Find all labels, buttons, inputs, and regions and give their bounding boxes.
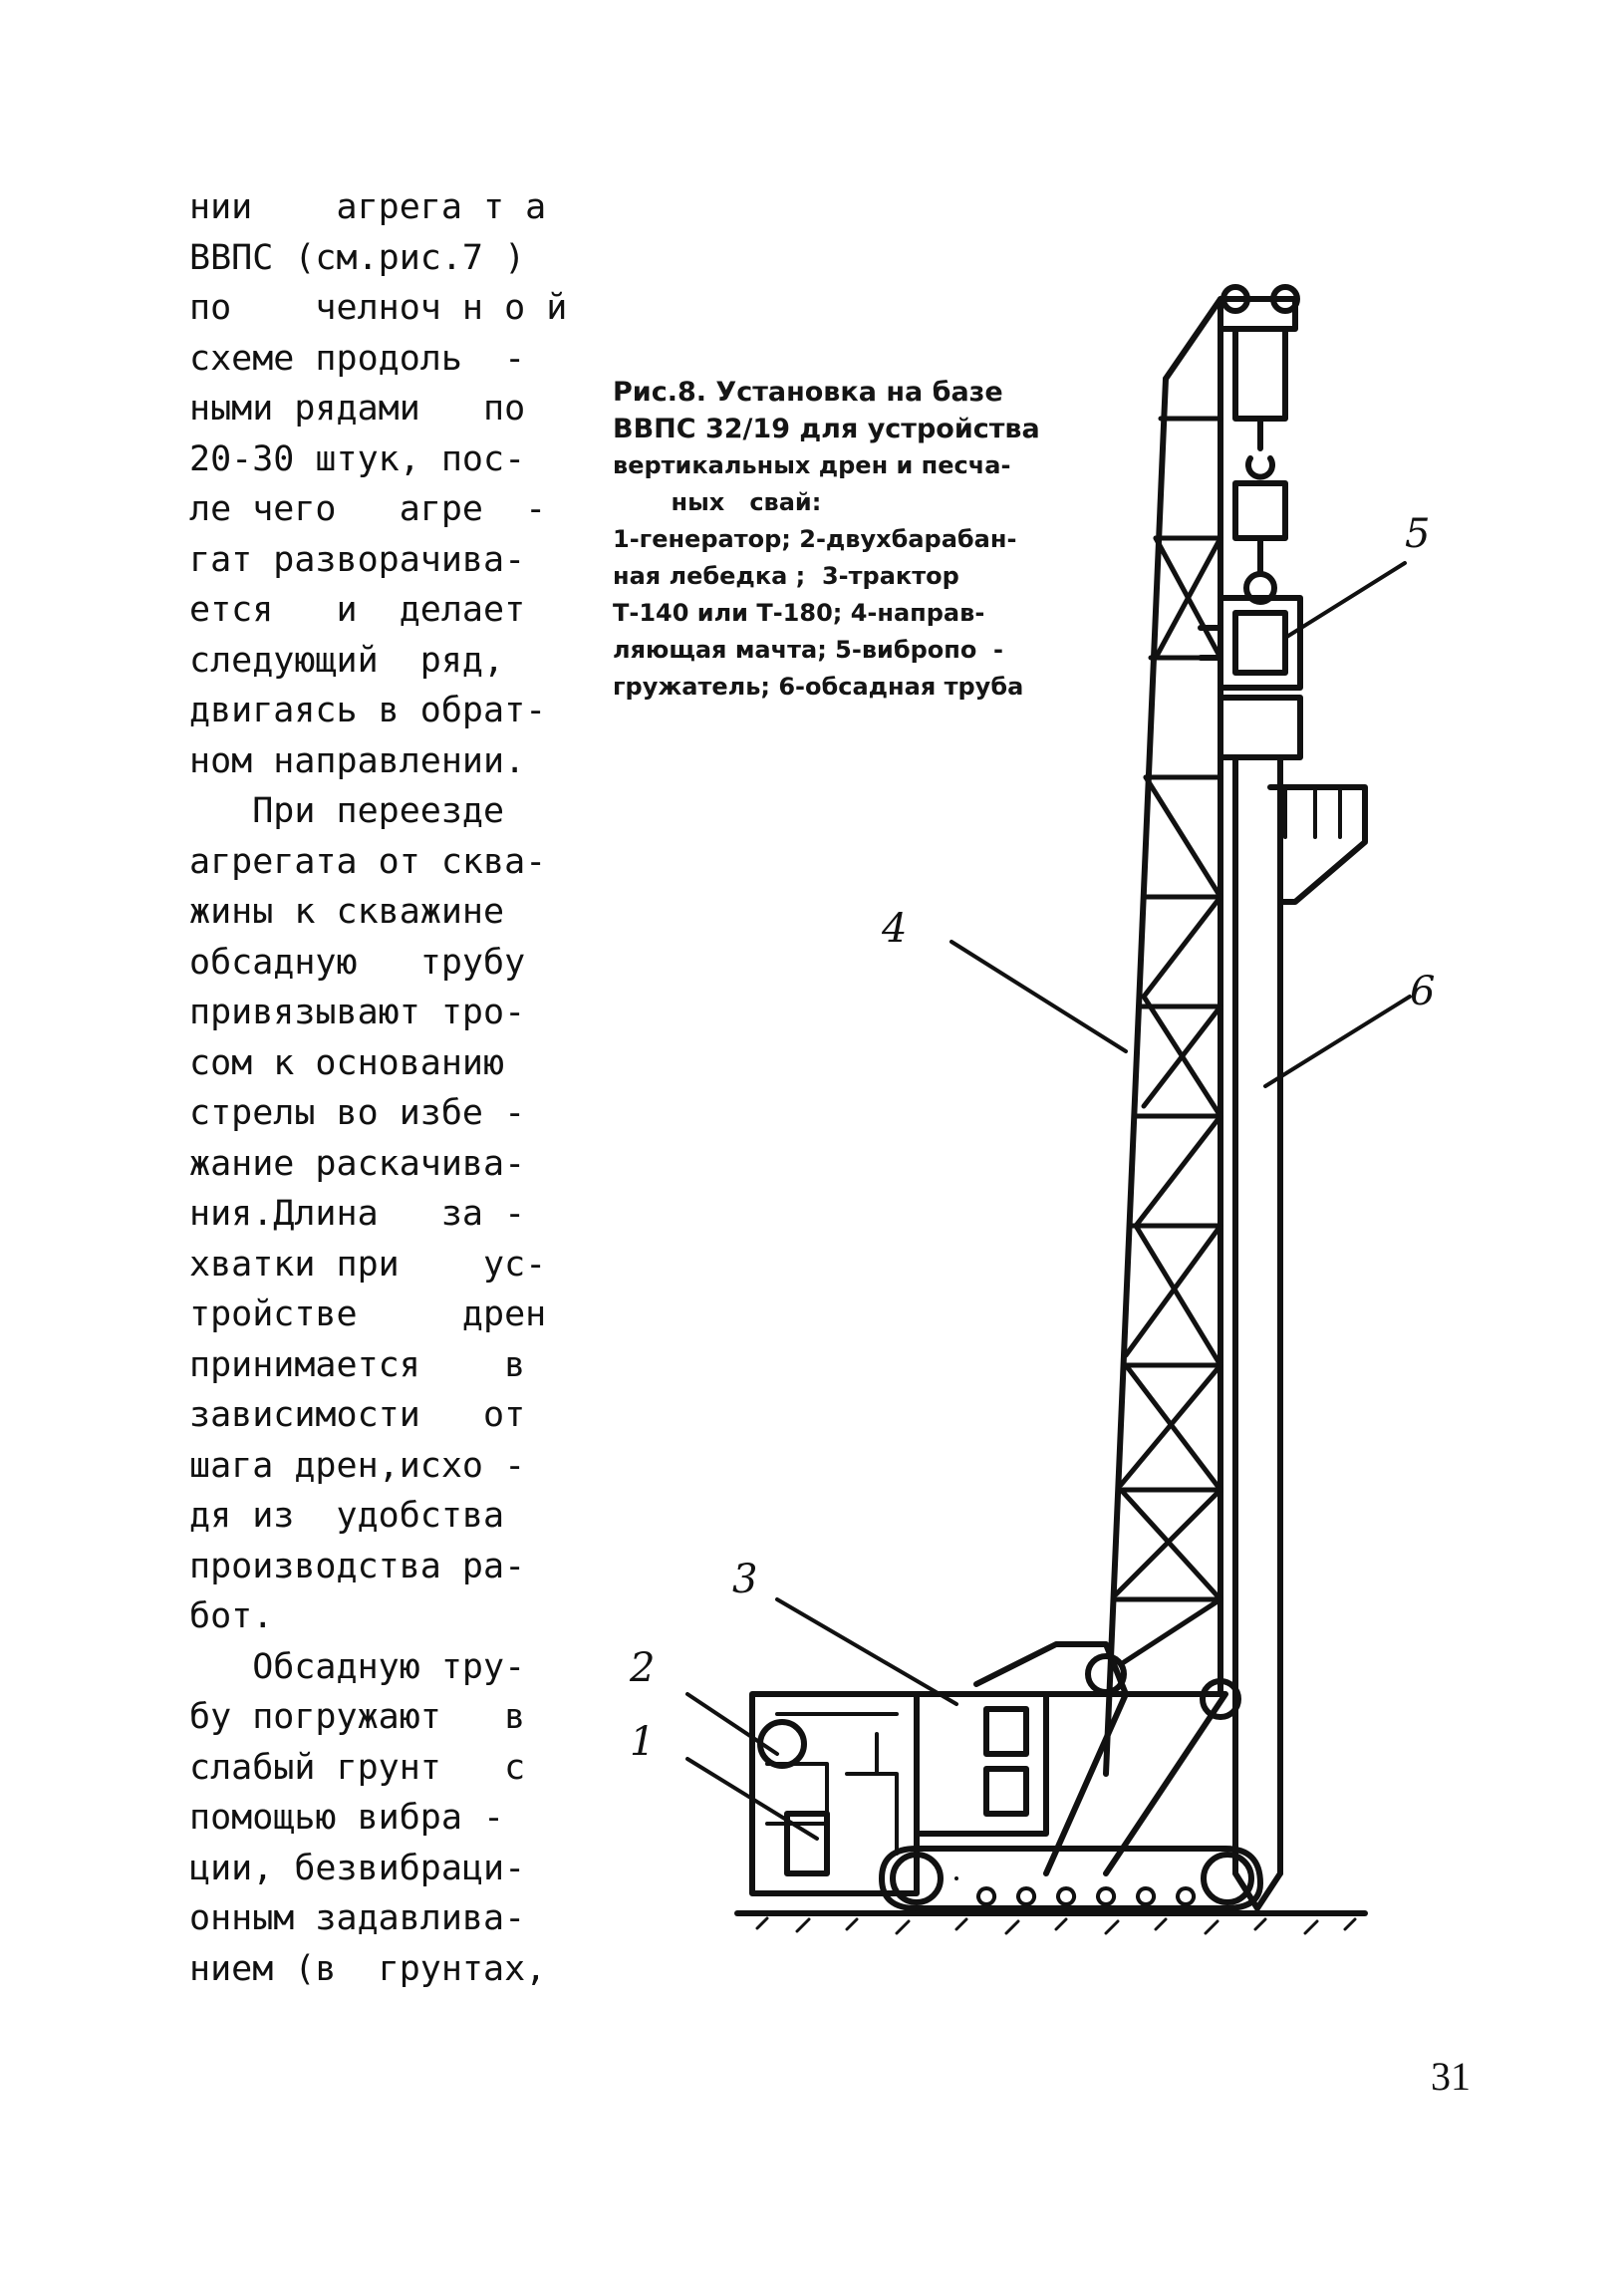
caption-line: гружатель; 6-обсадная труба (613, 673, 1024, 701)
body-text-line: бот. (189, 1596, 274, 1636)
body-text-line: Обсадную тру- (189, 1646, 526, 1687)
caption-line: ВВПС 32/19 для устройства (613, 414, 1040, 444)
body-text-line: ется и делает (189, 590, 526, 630)
hook (1248, 419, 1272, 477)
body-text-line: ными рядами по (189, 389, 526, 429)
callout-label-3: 3 (732, 1557, 758, 1602)
body-text-line: тройстве дрен (189, 1294, 547, 1334)
idler-wheel (1204, 1855, 1251, 1902)
body-text-line: принимается в (189, 1344, 526, 1385)
body-text-line: схеме продоль - (189, 338, 526, 379)
body-text-line: хватки при ус- (189, 1244, 547, 1285)
body-text-line: двигаясь в обрат- (189, 691, 547, 730)
caption-line: ляющая мачта; 5-вибропо - (613, 636, 1003, 664)
body-text-line: по челноч н о й (189, 288, 568, 328)
ground-hatch (757, 1918, 1355, 1933)
callout-label-5: 5 (1405, 511, 1431, 557)
body-text-line: шага дрен,исхо - (189, 1445, 526, 1486)
body-text-line: зависимости от (189, 1395, 526, 1435)
mast-left-chord (1106, 379, 1166, 1774)
mast-lacing (1116, 419, 1220, 1664)
cap-block (1220, 698, 1300, 757)
leader-4 (951, 942, 1126, 1051)
body-text-line: сом к основанию (189, 1042, 505, 1083)
body-text-line: слабый грунт с (189, 1747, 526, 1788)
callout-label-6: 6 (1410, 969, 1436, 1014)
caption-line: Т-140 или Т-180; 4-направ- (613, 599, 985, 627)
body-text-line: ле чего агре - (189, 489, 547, 529)
body-text-line: агрегата от сква- (189, 841, 547, 882)
tractor-window-bottom (986, 1769, 1026, 1814)
caption-line: 1-генератор; 2-двухбарабан- (613, 525, 1017, 553)
body-text-line: помощью вибра - (189, 1798, 505, 1838)
body-text-line: 20-30 штук, пос- (189, 438, 526, 479)
caption-line: ных свай: (613, 488, 822, 516)
body-text-line: жины к скважине (189, 892, 505, 932)
body-text-line: дя из удобства (189, 1496, 505, 1536)
cab-roof (976, 1644, 1126, 1694)
leader-6 (1265, 997, 1410, 1086)
body-text-line: При переезде (189, 791, 505, 831)
body-text-line: ном направлении. (189, 740, 526, 781)
hanger (1235, 483, 1285, 573)
body-text-line: обсадную трубу (189, 942, 526, 983)
track-rollers (956, 1878, 1194, 1904)
body-text-line: бу погружают в (189, 1697, 526, 1737)
caption-line: ная лебедка ; 3-трактор (613, 562, 959, 590)
page-number: 31 (1431, 2054, 1471, 2099)
body-text-line: гат разворачива- (189, 539, 526, 580)
body-text-line: ния.Длина за - (189, 1194, 526, 1234)
callout-label-2: 2 (630, 1645, 656, 1691)
leader-3 (777, 1599, 956, 1704)
winch-drum (760, 1722, 804, 1766)
callout-label-1: 1 (630, 1719, 656, 1765)
hopper-rim (1285, 787, 1340, 837)
body-text-line: жание раскачива- (189, 1143, 526, 1184)
leader-2 (687, 1694, 777, 1754)
body-text-line: ВВПС (см.рис.7 ) (189, 237, 526, 278)
body-text-line: привязывают тро- (189, 993, 526, 1032)
caption-line: вертикальных дрен и песча- (613, 451, 1011, 479)
body-text-line: нии агрега т а (189, 187, 547, 227)
tractor-window-top (986, 1709, 1026, 1754)
callout-label-4: 4 (882, 906, 908, 952)
body-text-line: следующий ряд, (189, 640, 505, 681)
vibro-driver (1220, 598, 1300, 688)
body-text-line: нием (в грунтах, (189, 1948, 547, 1989)
hook-block (1235, 329, 1285, 419)
top-pulley (1220, 299, 1295, 329)
caption-title-line: Рис.8. Установка на базе (613, 377, 1003, 408)
body-text-line: производства ра- (189, 1546, 526, 1586)
body-text-line: онным задавлива- (189, 1898, 526, 1938)
body-text-line: ции, безвибраци- (189, 1848, 526, 1888)
body-text-line: стрелы во избе - (189, 1093, 526, 1133)
